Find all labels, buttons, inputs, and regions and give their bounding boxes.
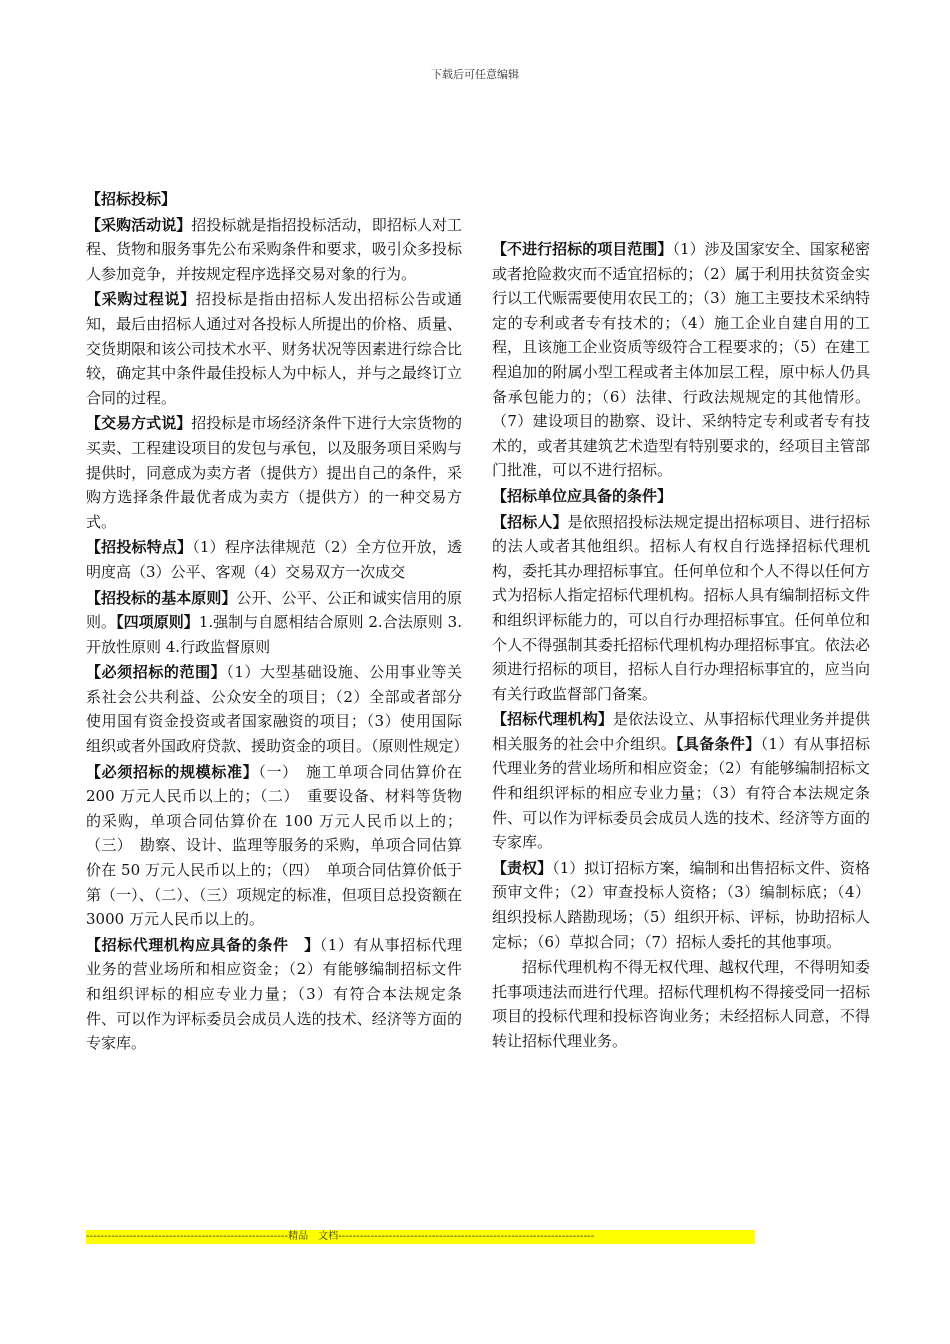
paragraph-non-bidding-scope [492, 237, 870, 483]
section-body: （1）大型基础设施、公用事业等关系社会公共利益、公众安全的项目；（2）全部或者部分使用国有资金投资或者国家融资的项目；（3）使用国际组织或者外国政府贷款、援助资金的项目。（原则性规定） [86, 663, 469, 756]
section-body: 是依照招投标法规定提出招标项目、进行招标的法人或者其他组织。招标人有权自行选择招标代理机构，委托其办理招标事宜。任何单位和个人不得以任何方式为招标人指定招标代理机构。招标人具有编制招标文件和组织评标能力的，可以自行办理招标事宜。任何单位和个人不得强制其委托招标代理机构办理招标事宜。依法必须进行招标的项目，招标人自行办理招标事宜的，应当向有关行政监督部门备案。 [492, 512, 870, 703]
section-body: （1）拟订招标方案，编制和出售招标文件、资格预审文件；（2）审查投标人资格；（3）编制标底；（4）组织投标人踏勘现场；（5）组织开标、评标，协助招标人定标；（6）草拟合同；（7）招标人委托的其他事项。 [492, 858, 870, 951]
section-title: 【采购活动说】 [86, 215, 192, 234]
section-subbody: （1）有从事招标代理业务的营业场所和相应资金；（2）有能够编制招标文件和组织评标的相应专业力量；（3）有符合本法规定条件、可以作为评标委员会成员人选的技术、经济等方面的专家库。 [492, 734, 870, 852]
section-body: 招投标就是指招投标活动，即招标人对工程、货物和服务事先公布采购条件和要求，吸引众多投标人参加竞争，并按规定程序选择交易对象的行为。 [86, 215, 462, 283]
section-title: 【招标人】 [492, 512, 568, 531]
section-title: 【招标单位应具备的条件】 [492, 486, 673, 505]
section-title: 【招投标的基本原则】 [86, 588, 237, 607]
paragraph-tenderer-conditions [492, 484, 870, 509]
section-subbody: 1.强制与自愿相结合原则 2.合法原则 3.开放性原则 4.行政监督原则 [86, 613, 462, 656]
section-title: 【不进行招标的项目范围】 [492, 240, 673, 258]
paragraph-responsibilities [492, 856, 870, 954]
section-title: 【必须招标的规模标准】 [86, 762, 259, 781]
section-title: 【交易方式说】 [86, 414, 192, 433]
paragraph-scale-standards [86, 760, 462, 932]
section-title: 【招标代理机构】 [492, 710, 613, 729]
paragraph-bidding-features [86, 535, 462, 584]
section-body: （一） 施工单项合同估算价在 200 万元人民币以上的；（二） 重要设备、材料等货物的采购，单项合同估算价在 100 万元人民币以上的；（三） 勘察、设计、监理等服务的采购，单项合同估算价在 50 万元人民币以上的；（四） 单项合同估算价低于第（一）、（二）、（三）项规定的标准，但项目总投资额在 3000 万元人民币以上的。 [86, 762, 462, 929]
section-title: 【必须招标的范围】 [86, 663, 227, 682]
paragraph-transaction-mode [86, 411, 462, 534]
section-title: 【责权】 [492, 858, 553, 877]
page-footer: --------------------------------------------------------精品 文档----------------------------------------------------------------------- [86, 1230, 755, 1244]
paragraph-agency-conditions [86, 933, 462, 1056]
section-subtitle: 【具备条件】 [676, 734, 761, 753]
left-column [86, 187, 469, 1057]
section-body: （1）涉及国家安全、国家秘密或者抢险救灾而不适宜招标的；（2）属于利用扶贫资金实行以工代赈需要使用农民工的；（3）施工主要技术采纳特定的专利或者专有技术的；（4）施工企业自建自用的工程，且该施工企业资质等级符合工程要求的；（5）在建工程追加的附属小型工程或者主体加层工程，原中标人仍具备承包能力的；（6）法律、行政法规规定的其他情形。（7）建设项目的勘察、设计、采纳特定专利或者专有技术的，或者其建筑艺术造型有特别要求的，经项目主管部门批准，可以不进行招标。 [492, 240, 870, 480]
paragraph-bidding-agency [492, 707, 870, 855]
paragraph-basic-principles [86, 586, 462, 660]
paragraph-mandatory-scope [86, 660, 469, 758]
page-header: 下载后可任意编辑 [431, 68, 519, 81]
section-body: 公开、公平、公正和诚实信用的原则。 [86, 588, 462, 632]
section-title: 【招投标特点】 [86, 538, 193, 557]
section-title: 【采购过程说】 [86, 290, 196, 309]
paragraph-agency-restrictions [492, 955, 870, 1053]
section-body: （1）有从事招标代理业务的营业场所和相应资金；（2）有能够编制招标文件和组织评标的相应专业力量；（3）有符合本法规定条件、可以作为评标委员会成员人选的技术、经济等方面的专家库。 [86, 935, 462, 1053]
paragraph-procurement-activity [86, 213, 462, 287]
section-body: （1）程序法律规范（2）全方位开放，透明度高（3）公平、客观（4）交易双方一次成交 [86, 538, 462, 581]
section-title: 【招标代理机构应具备的条件 】 [86, 935, 320, 954]
section-body: 招标代理机构不得无权代理、越权代理，不得明知委托事项违法而进行代理。招标代理机构不得接受同一招标项目的投标代理和投标咨询业务；未经招标人同意，不得转让招标代理业务。 [492, 958, 870, 1050]
paragraph-procurement-process [86, 287, 462, 410]
right-column [492, 237, 870, 1055]
paragraph-bidding [86, 187, 462, 212]
paragraph-tenderer [492, 510, 870, 707]
section-body: 招投标是市场经济条件下进行大宗货物的买卖、工程建设项目的发包与承包，以及服务项目采购与提供时，同意成为卖方者（提供方）提出自己的条件，采购方选择条件最优者成为卖方（提供方）的一种交易方式。 [86, 414, 462, 531]
section-body: 招投标是指由招标人发出招标公告或通知，最后由招标人通过对各投标人所提出的价格、质量、交货期限和该公司技术水平、财务状况等因素进行综合比较，确定其中条件最佳投标人为中标人，并与之最终订立合同的过程。 [86, 290, 462, 407]
section-body: 是依法设立、从事招标代理业务并提供相关服务的社会中介组织。 [492, 710, 870, 753]
section-title: 【招标投标】 [86, 190, 177, 208]
section-subtitle: 【四项原则】 [116, 613, 199, 632]
